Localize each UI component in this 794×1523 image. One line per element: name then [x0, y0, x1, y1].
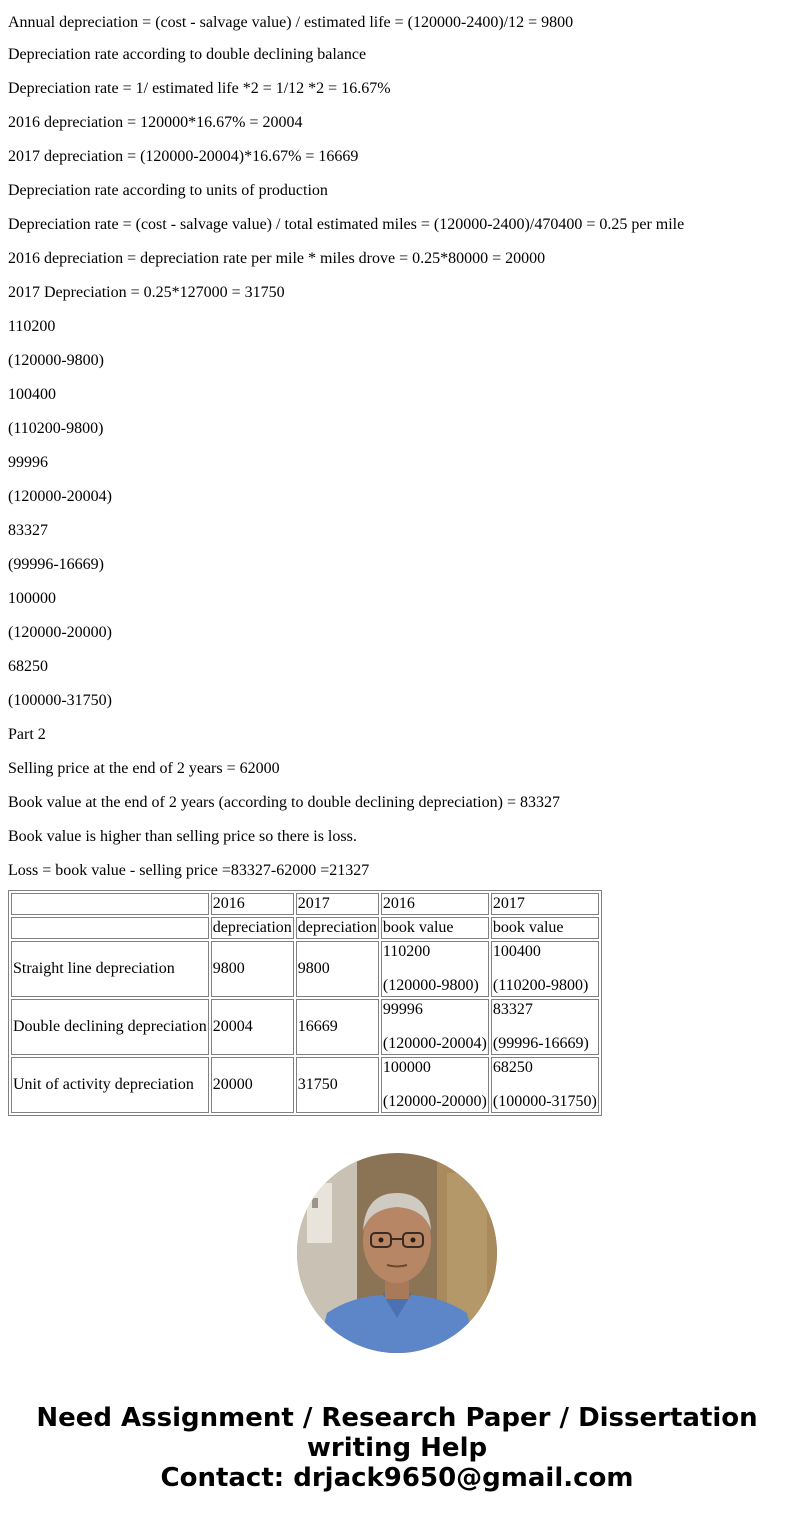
- paragraph: (120000-20000): [8, 624, 112, 641]
- book-value: 99996: [382, 1001, 423, 1018]
- table-header-cell: book value: [491, 917, 599, 939]
- table-header-cell: depreciation: [296, 917, 379, 939]
- book-value-2016: [381, 1057, 489, 1113]
- contact-banner: [0, 1403, 794, 1493]
- contact-email: Contact: drjack9650@gmail.com: [160, 1463, 634, 1493]
- paragraph: (120000-20004): [8, 488, 112, 505]
- table-header-cell: 2016: [211, 893, 294, 915]
- depreciation-2017: 16669: [296, 999, 379, 1055]
- paragraph: (110200-9800): [8, 420, 104, 437]
- paragraph: 100000: [8, 590, 56, 607]
- paragraph: Selling price at the end of 2 years = 62000: [8, 760, 280, 777]
- paragraph: 68250: [8, 658, 48, 675]
- depreciation-2016: 9800: [211, 941, 294, 997]
- paragraph: Depreciation rate = (cost - salvage value) / total estimated miles = (120000-2400)/470400 = 0.25 per mile: [8, 216, 685, 233]
- paragraph: Depreciation rate according to units of production: [8, 182, 328, 199]
- book-value-2017: [491, 999, 599, 1055]
- paragraph: Book value at the end of 2 years (according to double declining depreciation) = 83327: [8, 794, 560, 811]
- method-label: Unit of activity depreciation: [11, 1057, 209, 1113]
- table-header-cell: [11, 917, 209, 939]
- solution-text: [8, 0, 786, 882]
- book-value-calculation: (120000-9800): [382, 977, 479, 994]
- paragraph: 83327: [8, 522, 48, 539]
- book-value-calculation: (100000-31750): [492, 1093, 597, 1110]
- banner-line: Need Assignment / Research Paper / Dissertation: [36, 1403, 758, 1433]
- table-header-cell: [11, 893, 209, 915]
- depreciation-2016: 20000: [211, 1057, 294, 1113]
- table-header-cell: 2017: [491, 893, 599, 915]
- paragraph: 2017 depreciation = (120000-20004)*16.67% = 16669: [8, 148, 359, 165]
- paragraph: 99996: [8, 454, 48, 471]
- book-value-2016: [381, 999, 489, 1055]
- author-avatar: [297, 1153, 497, 1353]
- paragraph: Depreciation rate = 1/ estimated life *2 = 1/12 *2 = 16.67%: [8, 80, 391, 97]
- table-header-cell: book value: [381, 917, 489, 939]
- depreciation-2017: 31750: [296, 1057, 379, 1113]
- paragraph: (100000-31750): [8, 692, 112, 709]
- table-row: [11, 1057, 599, 1113]
- book-value-calculation: (99996-16669): [492, 1035, 589, 1052]
- method-label: Double declining depreciation: [11, 999, 209, 1055]
- book-value-calculation: (120000-20004): [382, 1035, 487, 1052]
- paragraph: 110200: [8, 318, 56, 335]
- paragraph: (99996-16669): [8, 556, 104, 573]
- paragraph: 100400: [8, 386, 56, 403]
- book-value-2017: [491, 1057, 599, 1113]
- paragraph: 2016 depreciation = depreciation rate per mile * miles drove = 0.25*80000 = 20000: [8, 250, 546, 267]
- paragraph: (120000-9800): [8, 352, 104, 369]
- depreciation-2016: 20004: [211, 999, 294, 1055]
- table-header-cell: 2017: [296, 893, 379, 915]
- author-portrait-icon: [297, 1153, 497, 1353]
- book-value-calculation: (110200-9800): [492, 977, 589, 994]
- book-value: 100400: [492, 943, 541, 960]
- table-header-cell: depreciation: [211, 917, 294, 939]
- book-value: 110200: [382, 943, 431, 960]
- book-value-2016: [381, 941, 489, 997]
- table-row: [11, 999, 599, 1055]
- book-value-calculation: (120000-20000): [382, 1093, 487, 1110]
- paragraph: Depreciation rate according to double declining balance: [8, 46, 367, 63]
- book-value-2017: [491, 941, 599, 997]
- table-header-row: [11, 917, 599, 939]
- paragraph: Annual depreciation = (cost - salvage value) / estimated life = (120000-2400)/12 = 9800: [8, 14, 574, 31]
- table-header-cell: 2016: [381, 893, 489, 915]
- book-value: 100000: [382, 1059, 431, 1076]
- paragraph: Part 2: [8, 726, 46, 743]
- depreciation-table: [8, 890, 602, 1116]
- book-value: 68250: [492, 1059, 533, 1076]
- paragraph: Loss = book value - selling price =83327-62000 =21327: [8, 862, 370, 879]
- table-row: [11, 941, 599, 997]
- paragraph: Book value is higher than selling price so there is loss.: [8, 828, 357, 845]
- method-label: Straight line depreciation: [11, 941, 209, 997]
- depreciation-2017: 9800: [296, 941, 379, 997]
- book-value: 83327: [492, 1001, 533, 1018]
- banner-line: writing Help: [306, 1433, 488, 1463]
- paragraph: 2016 depreciation = 120000*16.67% = 20004: [8, 114, 303, 131]
- paragraph: 2017 Depreciation = 0.25*127000 = 31750: [8, 284, 285, 301]
- table-header-row: [11, 893, 599, 915]
